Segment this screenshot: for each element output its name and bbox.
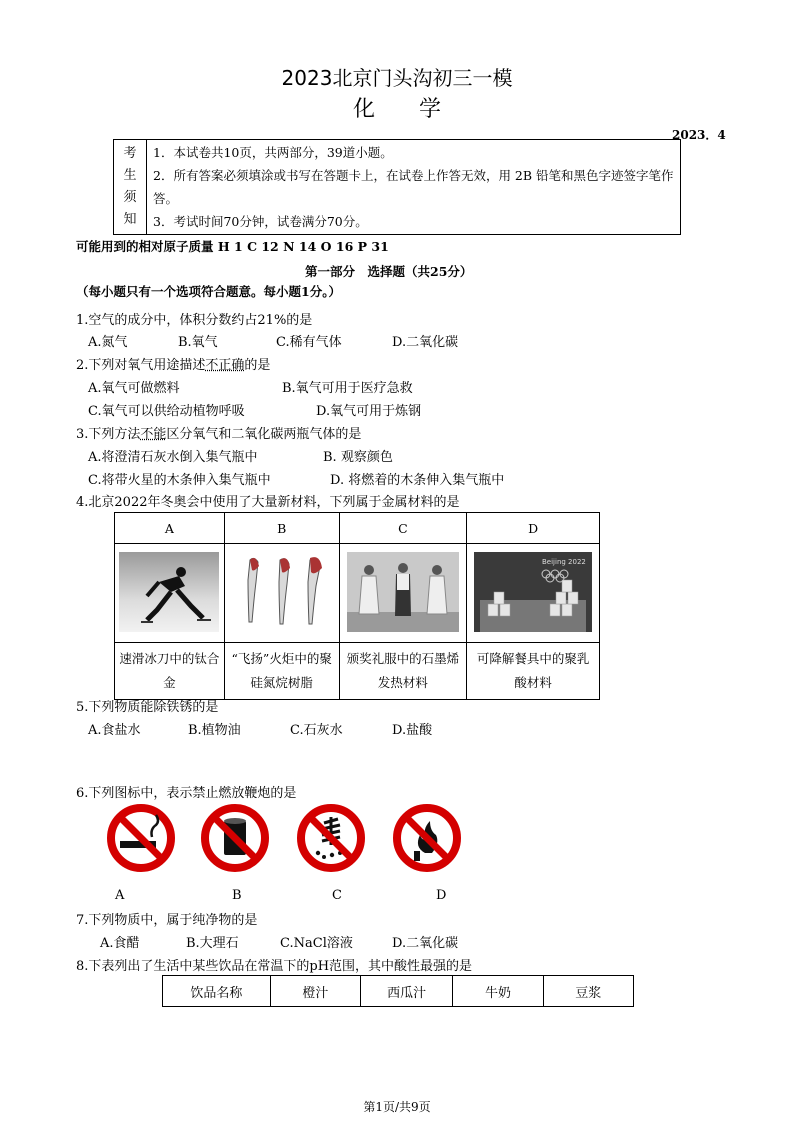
ceremony-dress-photo bbox=[347, 552, 459, 632]
q7-stem: 7.下列物质中，属于纯净物的是 bbox=[76, 913, 258, 928]
q1-option-c: C.稀有气体 bbox=[276, 335, 342, 350]
speed-skater-photo bbox=[119, 552, 219, 632]
q7-option-c: C.NaCl溶液 bbox=[280, 936, 353, 951]
part-heading: 第一部分 选择题（共25分） bbox=[305, 264, 473, 279]
q1-option-d: D.二氧化碳 bbox=[392, 335, 459, 350]
q8-table bbox=[162, 975, 634, 1007]
q5-stem: 5.下列物质能除铁锈的是 bbox=[76, 700, 219, 715]
q7-option-b: B.大理石 bbox=[186, 936, 239, 951]
exam-title: 2023北京门头沟初三一模 bbox=[281, 66, 513, 90]
q3-option-c: C.将带火星的木条伸入集气瓶中 bbox=[88, 473, 271, 488]
q2-option-d: D.氧气可用于炼钢 bbox=[316, 404, 422, 419]
exam-date: 2023．4 bbox=[672, 128, 726, 142]
q8-header-name: 饮品名称 bbox=[163, 976, 271, 1007]
olympic-sign-text: Beijing 2022 bbox=[542, 557, 586, 566]
notice-box bbox=[113, 139, 681, 235]
q4-caption-d: 可降解餐具中的聚乳酸材料 bbox=[467, 643, 600, 700]
q8-header-milk: 牛奶 bbox=[453, 976, 543, 1007]
q6-label-d: D bbox=[436, 888, 447, 903]
notice-label: 考 生 须 知 bbox=[114, 140, 147, 235]
page-footer: 第1页/共9页 bbox=[363, 1100, 431, 1114]
q1-option-b: B.氧气 bbox=[178, 335, 218, 350]
q5-option-a: A.食盐水 bbox=[88, 723, 141, 738]
q3-option-b: B. 观察颜色 bbox=[323, 450, 393, 465]
q4-caption-a: 速滑冰刀中的钛合金 bbox=[115, 643, 225, 700]
torch-photo bbox=[232, 552, 332, 632]
notice-item: 3．考试时间70分钟，试卷满分70分。 bbox=[153, 214, 368, 229]
q3-option-d: D. 将燃着的木条伸入集气瓶中 bbox=[330, 473, 505, 488]
q6-label-c: C bbox=[332, 888, 342, 903]
q4-header-a: A bbox=[115, 513, 225, 544]
q4-caption-c: 颁奖礼服中的石墨烯发热材料 bbox=[339, 643, 467, 700]
emphasis-text: 不能 bbox=[140, 427, 167, 442]
q7-option-d: D.二氧化碳 bbox=[392, 936, 459, 951]
q2-option-c: C.氧气可以供给动植物呼吸 bbox=[88, 404, 245, 419]
q8-header-watermelon: 西瓜汁 bbox=[361, 976, 453, 1007]
q6-stem: 6.下列图标中，表示禁止燃放鞭炮的是 bbox=[76, 786, 297, 801]
q3-option-a: A.将澄清石灰水倒入集气瓶中 bbox=[88, 450, 258, 465]
tableware-photo bbox=[474, 552, 592, 632]
part-note: （每小题只有一个选项符合题意。每小题1分。） bbox=[76, 284, 341, 299]
subject-title: 化 学 bbox=[352, 97, 441, 122]
q4-photo-d bbox=[467, 544, 600, 643]
q1-stem: 1.空气的成分中，体积分数约占21%的是 bbox=[76, 313, 313, 328]
no-smoking-sign-icon bbox=[106, 803, 176, 873]
q4-photo-a bbox=[115, 544, 225, 643]
q5-option-c: C.石灰水 bbox=[290, 723, 343, 738]
q3-stem: 3.下列方法不能区分氧气和二氧化碳两瓶气体的是 bbox=[76, 427, 362, 442]
no-fireworks-sign-icon bbox=[296, 803, 366, 873]
q5-option-d: D.盐酸 bbox=[392, 723, 433, 738]
q4-header-c: C bbox=[339, 513, 467, 544]
q4-table bbox=[114, 512, 600, 700]
q2-option-b: B.氧气可用于医疗急救 bbox=[282, 381, 413, 396]
no-flammable-sign-icon bbox=[200, 803, 270, 873]
q4-caption-b: “飞扬”火炬中的聚硅氮烷树脂 bbox=[224, 643, 339, 700]
no-open-flame-sign-icon bbox=[392, 803, 462, 873]
q2-option-a: A.氧气可做燃料 bbox=[88, 381, 180, 396]
q5-option-b: B.植物油 bbox=[188, 723, 241, 738]
notice-content bbox=[147, 140, 681, 235]
notice-item: 1．本试卷共10页，共两部分，39道小题。 bbox=[153, 145, 393, 160]
q6-label-a: A bbox=[115, 888, 125, 903]
q4-stem: 4.北京2022年冬奥会中使用了大量新材料，下列属于金属材料的是 bbox=[76, 495, 460, 510]
q4-header-d: D bbox=[467, 513, 600, 544]
q8-header-soymilk: 豆浆 bbox=[543, 976, 633, 1007]
q8-stem: 8.下表列出了生活中某些饮品在常温下的pH范围，其中酸性最强的是 bbox=[76, 959, 473, 974]
q4-photo-b bbox=[224, 544, 339, 643]
q4-photo-c bbox=[339, 544, 467, 643]
q2-stem: 2.下列对氧气用途描述不正确的是 bbox=[76, 358, 271, 373]
q6-label-b: B bbox=[232, 888, 242, 903]
q8-header-orange: 橙汁 bbox=[270, 976, 360, 1007]
q1-option-a: A.氮气 bbox=[88, 335, 128, 350]
emphasis-text: 不正确 bbox=[205, 358, 245, 373]
q4-header-b: B bbox=[224, 513, 339, 544]
q7-option-a: A.食醋 bbox=[100, 936, 140, 951]
notice-item: 2．所有答案必须填涂或书写在答题卡上，在试卷上作答无效，用 2B 铅笔和黑色字迹签字笔作答。 bbox=[153, 168, 674, 206]
atomic-mass: 可能用到的相对原子质量 H 1 C 12 N 14 O 16 P 31 bbox=[76, 239, 389, 254]
